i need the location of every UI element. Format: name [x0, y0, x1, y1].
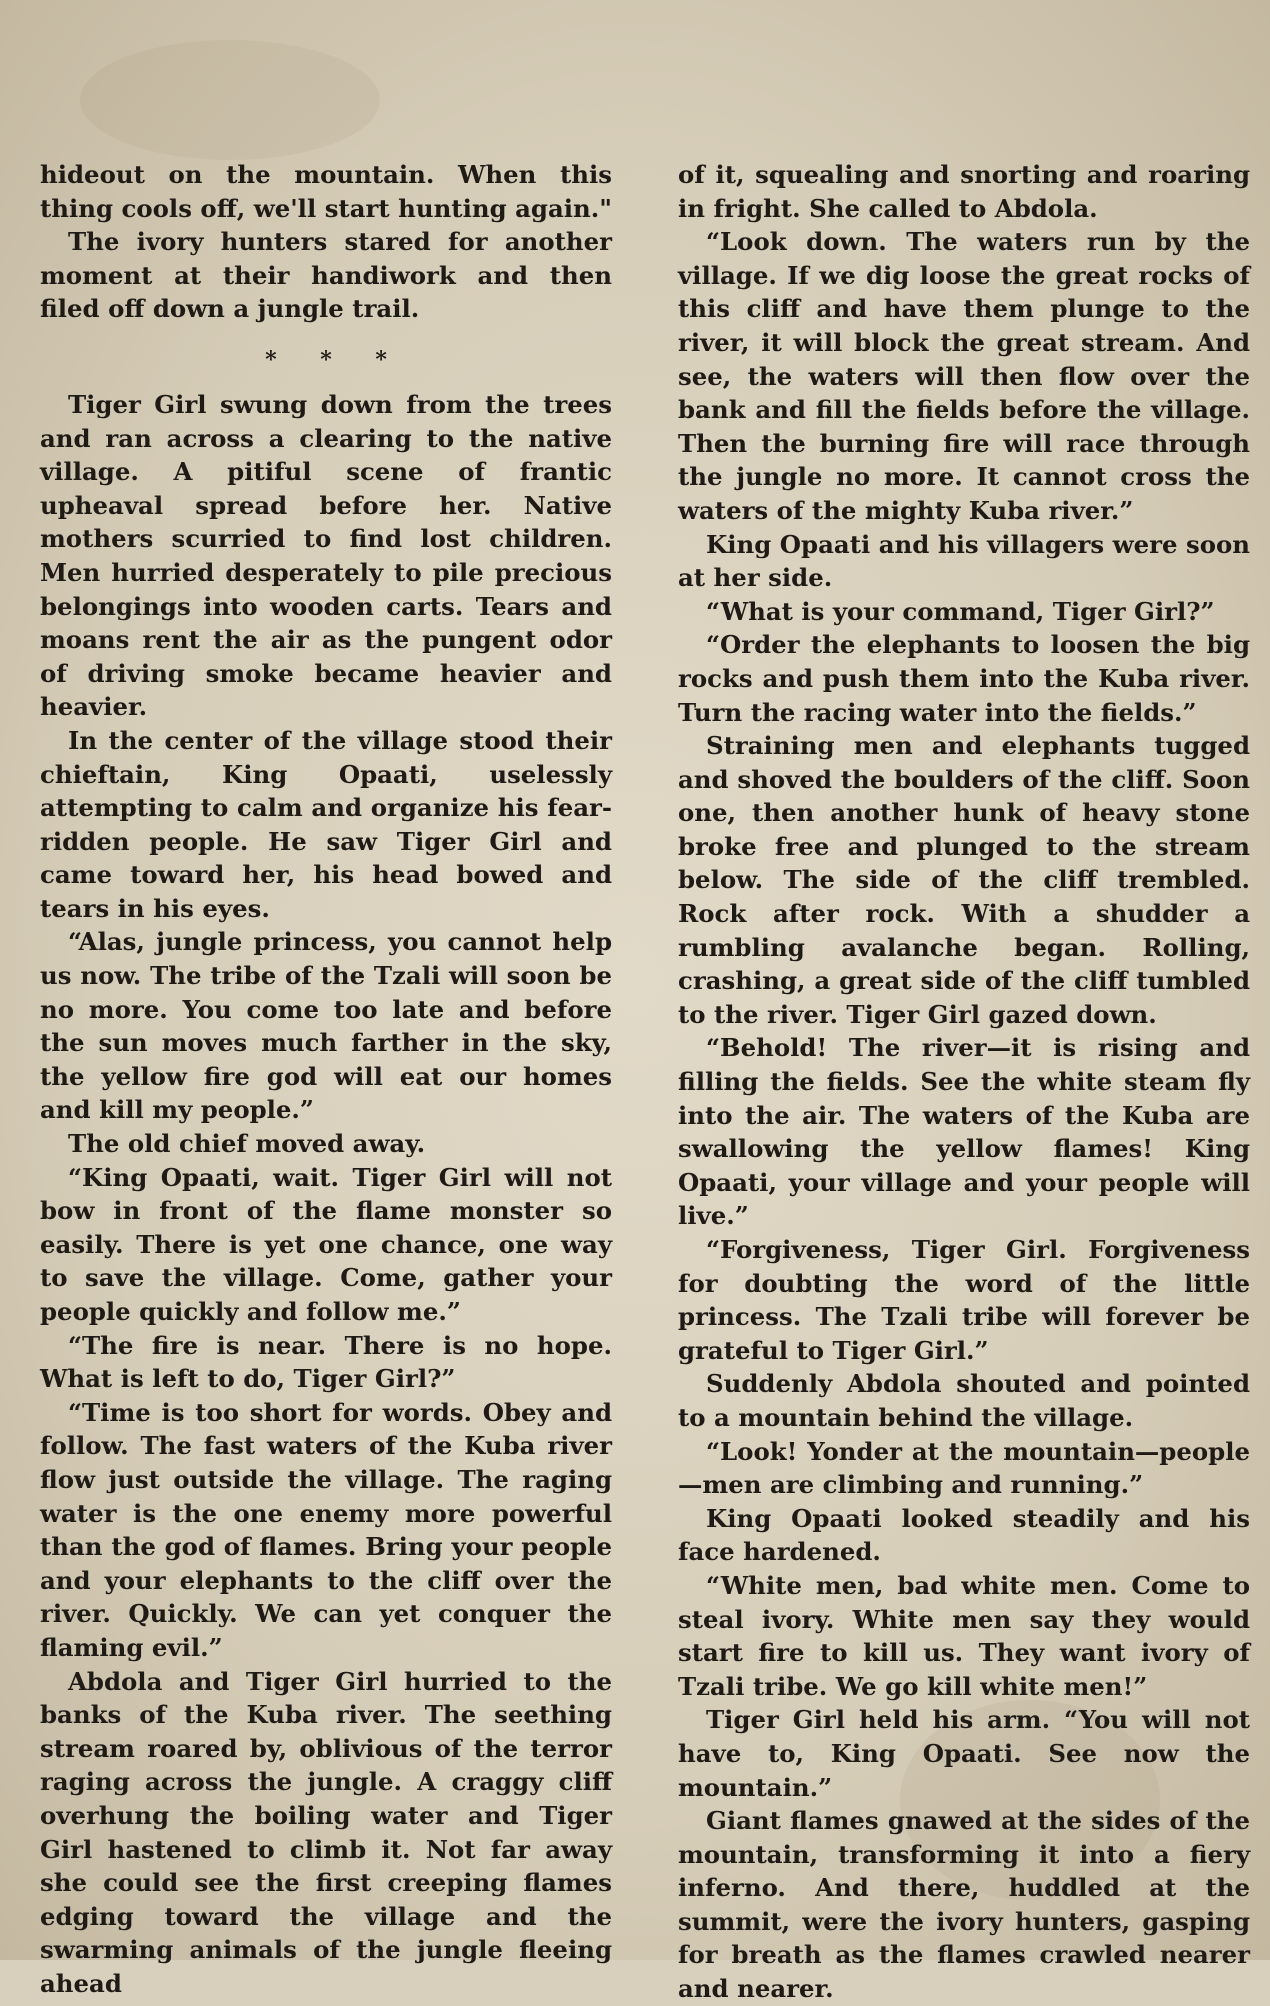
- paragraph: In the center of the village stood their chieftain, King Opaati, uselessly attempting to calm and organize his fear-ridden people. He saw Tiger Girl and came toward her, his head bowed and tears in his eyes.: [40, 725, 612, 923]
- paragraph: “Look down. The waters run by the village. If we dig loose the great rocks of this cliff and have them plunge to the river, it will block the great stream. And see, the waters will then flow over the bank and fill the fields before the village. Then the burning fire will race through the jungle no more. It cannot cross the waters of the mighty Kuba river.”: [678, 227, 1250, 525]
- paragraph: King Opaati looked steadily and his face hardened.: [678, 1503, 1250, 1567]
- paper-stain: [80, 40, 380, 160]
- paragraph: Tiger Girl swung down from the trees and ran across a clearing to the native village. A pitiful scene of frantic upheaval spread before her. Native mothers scurried to find lost children. Men hurried desperately to pile precious belongings into wooden carts. Tears and moans rent the air as the pungent odor of driving smoke became heavier and heavier.: [40, 389, 612, 722]
- section-separator: * * *: [265, 346, 405, 373]
- paragraph: Tiger Girl held his arm. “You will not have to, King Opaati. See now the mountain.”: [678, 1705, 1250, 1802]
- paragraph: hideout on the mountain. When this thing cools off, we'll start hunting again.": [40, 160, 612, 223]
- paragraph: Giant flames gnawed at the sides of the mountain, transforming it into a fiery inferno. And there, huddled at the summit, were the ivory hunters, gasping for breath as the flames crawled nearer and nearer.: [678, 1806, 1250, 2004]
- right-column: [678, 158, 1250, 2006]
- paragraph: Abdola and Tiger Girl hurried to the banks of the Kuba river. The seething stream roared by, oblivious of the terror raging across the jungle. A craggy cliff overhung the boiling water and Tiger Girl hastened to climb it. Not far away she could see the first creeping flames edging toward the village and the swarming animals of the jungle fleeing ahead: [40, 1666, 612, 1998]
- paragraph: “King Opaati, wait. Tiger Girl will not bow in front of the flame monster so easily. There is yet one chance, one way to save the village. Come, gather your people quickly and follow me.”: [40, 1162, 612, 1326]
- paragraph: Suddenly Abdola shouted and pointed to a mountain behind the village.: [678, 1369, 1250, 1432]
- paragraph: “Time is too short for words. Obey and follow. The fast waters of the Kuba river flow just outside the village. The raging water is the one enemy more powerful than the god of flames. Bring your people and your elephants to the cliff over the river. Quickly. We can yet conquer the flaming evil.”: [40, 1397, 612, 1662]
- left-column: [40, 158, 612, 2000]
- paragraph: “Alas, jungle princess, you cannot help us now. The tribe of the Tzali will soon be no more. You come too late and before the sun moves much farther in the sky, the yellow fire god will eat our homes and kill my people.”: [40, 927, 612, 1125]
- paragraph: Straining men and elephants tugged and shoved the boulders of the cliff. Soon one, then another hunk of heavy stone broke free and plunged to the stream below. The side of the cliff trembled. Rock after rock. With a shudder a rumbling avalanche began. Rolling, crashing, a great side of the cliff tumbled to the river. Tiger Girl gazed down.: [678, 731, 1250, 1029]
- paragraph: “The fire is near. There is no hope. What is left to do, Tiger Girl?”: [40, 1330, 612, 1394]
- paragraph: of it, squealing and snorting and roaring in fright. She called to Abdola.: [678, 160, 1250, 223]
- paragraph: “Behold! The river—it is rising and filling the fields. See the white steam fly into the air. The waters of the Kuba are swallowing the yellow flames! King Opaati, your village and your people will live.”: [678, 1033, 1250, 1231]
- paragraph: “White men, bad white men. Come to steal ivory. White men say they would start fire to kill us. They want ivory of Tzali tribe. We go kill white men!”: [678, 1570, 1250, 1701]
- paragraph: “What is your command, Tiger Girl?”: [706, 596, 1215, 626]
- paragraph: King Opaati and his villagers were soon at her side.: [678, 529, 1250, 593]
- paragraph: The ivory hunters stared for another moment at their handiwork and then filed off down a jungle trail.: [40, 227, 612, 324]
- paragraph: The old chief moved away.: [68, 1129, 426, 1159]
- paragraph: “Order the elephants to loosen the big rocks and push them into the Kuba river. Turn the racing water into the fields.”: [678, 630, 1250, 727]
- paragraph: “Look! Yonder at the mountain—people—men are climbing and running.”: [678, 1436, 1250, 1500]
- paragraph: “Forgiveness, Tiger Girl. Forgiveness for doubting the word of the little princess. The Tzali tribe will forever be grateful to Tiger Girl.”: [678, 1235, 1250, 1365]
